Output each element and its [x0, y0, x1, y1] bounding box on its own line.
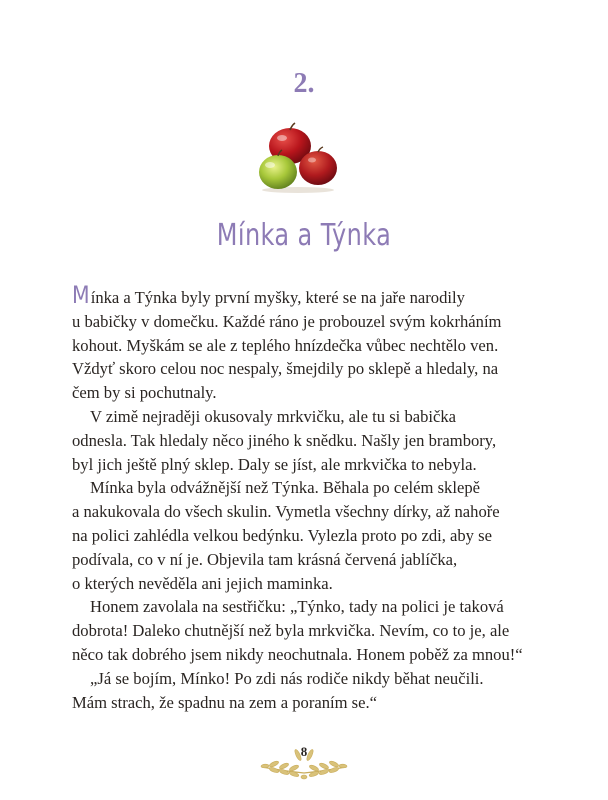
- drop-cap: M: [72, 281, 90, 309]
- story-line: Mám strach, že spadnu na zem a poraním se.“: [72, 692, 378, 712]
- story-line: něco tak dobrého jsem nikdy neochutnala. Honem poběž za mnou!“: [72, 644, 523, 664]
- apples-illustration: [254, 122, 340, 194]
- story-line: Vždyť skoro celou noc nespaly, šmejdily po sklepě a hledaly, na: [72, 359, 499, 379]
- story-line: byl jich ještě plný sklep. Daly se jíst, ale mrkvička to nebyla.: [72, 454, 477, 474]
- story-line: a nakukovala do všech skulin. Vymetla všechny dírky, až nahoře: [72, 502, 500, 522]
- story-line-text: ínka a Týnka byly první myšky, které se na jaře narodily: [90, 288, 465, 307]
- story-line: podívala, co v ní je. Objevila tam krásná červená jablíčka,: [72, 549, 458, 569]
- story-line: odnesla. Tak hledaly něco jiného k snědku. Našly jen brambory,: [72, 430, 497, 450]
- chapter-title: Mínka a Týnka: [216, 218, 392, 253]
- story-line: „Já se bojím, Mínko! Po zdi nás rodiče nikdy běhat neučili.: [90, 668, 484, 688]
- story-line: o kterých nevěděla ani jejich maminka.: [72, 573, 333, 593]
- story-line: u babičky v domečku. Každé ráno je probouzel svým kokrháním: [72, 311, 502, 331]
- story-line: na polici zahlédla velkou bedýnku. Vylezla proto po zdi, aby se: [72, 525, 492, 545]
- story-line: čem by si pochutnaly.: [72, 383, 217, 403]
- story-line: Honem zavolala na sestřičku: „Týnko, tady na polici je taková: [90, 597, 504, 617]
- page-number: 8: [300, 744, 308, 759]
- story-line: Mínka byla odvážnější než Týnka. Běhala po celém sklepě: [90, 478, 480, 498]
- story-line: [72, 281, 558, 310]
- story-line: V zimě nejraději okusovaly mrkvičku, ale tu si babička: [90, 406, 457, 426]
- story-line: kohout. Myškám se ale z teplého hnízdečka vůbec nechtělo ven.: [72, 335, 499, 355]
- story-line: dobrota! Daleko chutnější než byla mrkvička. Nevím, co to je, ale: [72, 621, 510, 641]
- story-text: [72, 281, 558, 714]
- chapter-number: 2.: [293, 68, 315, 99]
